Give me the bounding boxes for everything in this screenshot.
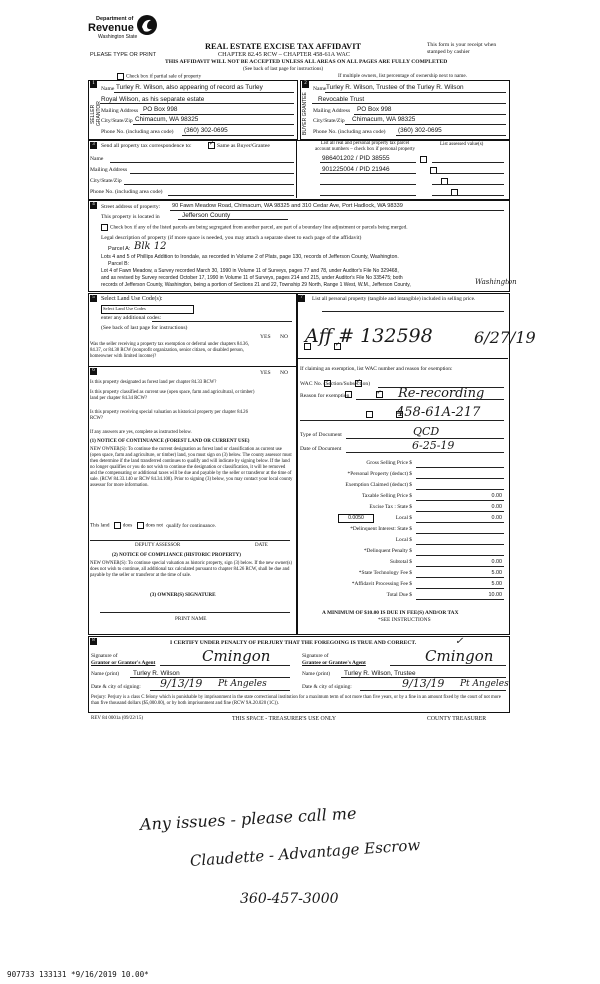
does-label: does <box>122 522 133 529</box>
doc-date-handwritten: 6-25-19 <box>412 439 455 452</box>
tax-row-value[interactable]: 5.00 <box>491 581 502 587</box>
open-space-question: Is this property classified as current use (open space, farm and agricultural, or timber) land per chapter 84.34 RCW? <box>90 390 255 401</box>
tax-row-label: Local <box>395 537 408 543</box>
form-title: REAL ESTATE EXCISE TAX AFFIDAVIT <box>205 42 362 51</box>
logo-dept: Department of <box>96 16 134 22</box>
boundary-label: Check box if any of the listed parcels are being segregated from another parcel, are part of a boundary line adjustment or parcels being merged. <box>110 224 408 231</box>
hist-yes-checkbox[interactable] <box>366 411 373 418</box>
yes-header-1: YES <box>260 334 271 340</box>
tax-row-label: Gross Selling Price <box>366 460 408 466</box>
partial-sale-checkbox-row[interactable] <box>117 73 201 80</box>
parcel-a-label: Parcel A: <box>108 246 131 252</box>
legal-b-line1: Lot 4 of Fawn Meadow, a Survey recorded March 30, 1990 in Volume 11 of Surveys, pages 77 and 78, under Auditor's File No 329468, <box>101 268 399 274</box>
street-label: Street address of property: <box>101 204 161 210</box>
tax-row-label: *Personal Property (deduct) <box>347 471 408 477</box>
seller-city-value[interactable]: Chimacum, WA 98325 <box>135 116 199 123</box>
note-line-3: 360-457-3000 <box>240 891 339 907</box>
exemption-label: If claiming an exemption, list WAC number and reason for exemption: <box>300 366 453 372</box>
tax-row-label: Total Due <box>386 592 408 598</box>
tax-row-label: Local <box>395 515 408 521</box>
grantor-city-handwritten[interactable]: Pt Angeles <box>218 679 267 689</box>
section-5-marker: 5 <box>90 295 97 302</box>
minimum-fee-note: A MINIMUM OF $10.00 IS DUE IN FEE(S) AND/OR TAX <box>322 610 459 616</box>
land-use-see-back: (See back of last page for instructions) <box>101 325 188 331</box>
note-line-2: Claudette - Advantage Escrow <box>189 835 421 870</box>
buyer-phone-label: Phone No. (including area code) <box>313 129 386 135</box>
seller-mailing-label: Mailing Address <box>101 108 139 114</box>
logo-name: Revenue <box>88 22 134 34</box>
affidavit-date-handwritten: 6/27/19 <box>474 328 536 347</box>
legal-b-line3: records of Jefferson County, Washington, being a portion of Sections 21 and 22, Township 29 North, Range 1 West, W.M., Jefferson County, <box>101 282 411 288</box>
section-8-marker: 8 <box>90 638 97 645</box>
doc-type-label: Type of Document <box>300 432 342 438</box>
does-not-checkbox[interactable] <box>137 522 144 529</box>
deputy-assessor-label: DEPUTY ASSESSOR <box>135 543 181 548</box>
section-6-marker: 6 <box>90 368 97 375</box>
parcel-2[interactable]: 901225004 / PID 21946 <box>322 166 390 173</box>
if-yes-note: If any answers are yes, complete as instructed below. <box>90 430 192 435</box>
seller-name-value[interactable]: Turley R. Wilson, also appearing of record as Turley <box>116 84 263 91</box>
same-as-buyer-label: Same as Buyer/Grantee <box>217 142 270 149</box>
note-line-1: Any issues - please call me <box>139 803 357 834</box>
tax-row-label: *Affidavit Processing Fee <box>351 581 408 587</box>
buyer-city-label: City/State/Zip <box>313 118 345 124</box>
notice2-text: NEW OWNER(S): To continue special valuation as historic property, sign (3) below. If the new owner(s) does not wish to continue, all additional tax calculated pursuant to chapter 84.26 RCW, shall be due and payable by the seller or transferor at the time of sale. <box>90 561 293 578</box>
parcel-1-checkbox[interactable] <box>420 156 427 163</box>
no-header-2: NO <box>280 370 289 376</box>
section-1-marker: 1 <box>90 81 97 88</box>
legal-b-handwritten: Washington <box>475 278 517 286</box>
buyer-name-line2[interactable]: Revocable Trust <box>318 96 365 103</box>
reason-handwritten: Re-recording <box>398 386 485 401</box>
affidavit-number-handwritten: Aff # 132598 <box>305 325 433 347</box>
print-name-label: PRINT NAME <box>175 616 207 622</box>
seller-city-label: City/State/Zip <box>101 118 133 124</box>
grantor-name-label: Name (print) <box>91 671 119 677</box>
located-label: This property is located in <box>101 214 160 220</box>
seller-phone-value[interactable]: (360) 302-0695 <box>184 127 228 134</box>
partial-sale-label: Check box if partial sale of property <box>126 73 202 80</box>
see-instructions-note: *SEE INSTRUCTIONS <box>378 617 431 623</box>
buyer-city-value[interactable]: Chimacum, WA 98325 <box>352 116 416 123</box>
grantor-date-handwritten[interactable]: 9/13/19 <box>160 677 203 690</box>
revenue-swirl-icon <box>136 14 158 36</box>
reason-label: Reason for exemption <box>300 393 350 399</box>
grantee-date-label: Date & city of signing: <box>302 684 352 690</box>
this-land-label: This land <box>90 522 110 529</box>
open-no-checkbox[interactable] <box>376 391 383 398</box>
forest-question: Is this property designated as forest land per chapter 84.33 RCW? <box>90 380 217 385</box>
exemption-question: Was the seller receiving a property tax exemption or deferral under chapters 84.36, 84.37, or 84.38 RCW (nonprofit organization, senior citizen, or disabled person, homeowner with limited income)? <box>90 342 249 359</box>
seller-mailing-value[interactable]: PO Box 998 <box>143 106 178 113</box>
buyer-vertical-label: BUYER GRANTEE <box>302 92 308 136</box>
parcel-header: List all real and personal property tax parcel account numbers – check box if personal property <box>314 141 416 152</box>
grantor-sig-label: Signature of <box>91 653 118 659</box>
tax-row-value[interactable]: 5.00 <box>491 570 502 576</box>
grantor-name-value[interactable]: Turley R. Wilson <box>133 670 180 677</box>
county-treasurer-label: COUNTY TREASURER <box>427 716 487 722</box>
corr-phone-label: Phone No. (including area code) <box>90 189 163 195</box>
boundary-row[interactable] <box>101 224 408 231</box>
buyer-phone-value[interactable]: (360) 302-0695 <box>398 127 442 134</box>
rev-number: REV 84 0001a (09/22/15) <box>91 716 143 721</box>
tax-row-label: Excise Tax : State <box>369 504 408 510</box>
certify-initial-mark: ✓ <box>455 636 464 647</box>
section-7-marker: 7 <box>298 295 305 302</box>
notice1-text: NEW OWNER(S): To continue the current designation as forest land or classification as current use (open space, farm and agriculture, or timber) land, you must sign on (3) below. The county assessor must then determine if the land transferred continues to qualify and will indicate by signing below. If the land no longer qualifies or you do not wish to continue the designation or classification, it will be removed and the compensating or additional taxes will be due and payable by the seller or transferor at the time of sale. (RCW 84.33.140 or RCW 84.34.108). Prior to signing (3) below, you may contact your local county assessor for more information. <box>90 447 293 488</box>
parcel-1[interactable]: 986401202 / PID 38555 <box>322 155 390 162</box>
grantee-sig-label: Signature of <box>302 653 329 659</box>
corr-city-label: City/State/Zip <box>90 178 122 184</box>
wac-label: WAC No. (Section/Subsection) <box>300 381 371 387</box>
logo-state: Washington State <box>98 34 138 40</box>
grantee-city-handwritten[interactable]: Pt Angeles <box>460 679 509 689</box>
deputy-date-label: DATE <box>255 543 268 548</box>
see-back-note: (See back of last page for instructions) <box>243 66 324 72</box>
legal-a-text: Lots 4 and 5 of Phillips Addition to Irondale, as recorded in Volume 2 of Plats, page 130, records of Jefferson County, Washington. <box>101 254 399 260</box>
parcel-b-label: Parcel B: <box>108 261 130 267</box>
grantor-date-label: Date & city of signing: <box>91 684 141 690</box>
tax-row-label: *Delinquent Penalty <box>363 548 408 554</box>
grantor-agent-label: Grantor or Grantor's Agent <box>91 660 156 666</box>
doc-type-handwritten: QCD <box>413 425 440 438</box>
does-not-label: does not <box>145 522 163 529</box>
notice2-title: (2) NOTICE OF COMPLIANCE (HISTORIC PROPERTY) <box>112 553 241 558</box>
grantee-agent-label: Grantee or Grantee's Agent <box>302 660 366 666</box>
corr-mailing-label: Mailing Address <box>90 167 128 173</box>
no-header-1: NO <box>280 334 289 340</box>
owner-signature-label: (3) OWNER(S) SIGNATURE <box>150 592 216 598</box>
certify-text: I CERTIFY UNDER PENALTY OF PERJURY THAT THE FOREGOING IS TRUE AND CORRECT. <box>170 640 417 646</box>
grantee-name-value[interactable]: Turley R. Wilson, Trustee <box>344 670 416 677</box>
qualify-label: qualify for continuance. <box>166 522 216 529</box>
tax-row-label: Subtotal <box>390 559 408 565</box>
tax-row-value[interactable]: 10.00 <box>488 592 502 598</box>
revenue-logo <box>88 14 158 44</box>
correspondence-label: Send all property tax correspondence to: <box>101 143 192 149</box>
legal-b-line2: and as revised by Survey recorded October 17, 1990 in Volume 11 of Surveys, pages 214 and 215, under Auditor's File No 335475; both <box>101 275 403 281</box>
street-value[interactable]: 90 Fawn Meadow Road, Chimacum, WA 98325 and 310 Cedar Ave, Port Hadlock, WA 98339 <box>172 203 403 209</box>
type-print-note: PLEASE TYPE OR PRINT <box>90 52 157 58</box>
wac-handwritten: 458-61A-217 <box>396 405 481 420</box>
county-value[interactable]: Jefferson County <box>182 212 231 219</box>
form-notice: THIS AFFIDAVIT WILL NOT BE ACCEPTED UNLESS ALL AREAS ON ALL PAGES ARE FULLY COMPLETED <box>165 59 448 65</box>
tax-row-label: *Delinquent Interest: State <box>350 526 408 532</box>
corr-name-label: Name <box>90 156 104 162</box>
tax-row-label: *State Technology Fee <box>358 570 408 576</box>
section-3-marker: 3 <box>90 142 97 149</box>
historic-question: Is this property receiving special valuation as historical property per chapter 84.26 RCW? <box>90 410 248 421</box>
legal-label: Legal description of property (if more space is needed, you may attach a separate sheet to each page of the affidavit) <box>101 235 362 241</box>
receipt-note: This form is your receipt when stamped by cashier <box>427 42 497 55</box>
does-checkbox[interactable] <box>114 522 121 529</box>
tax-row-label: Exemption Claimed (deduct) <box>345 482 408 488</box>
additional-codes-label: enter any additional codes: <box>101 315 162 321</box>
treasurer-space-label: THIS SPACE - TREASURER'S USE ONLY <box>232 716 337 722</box>
tax-row-value[interactable]: 0.00 <box>491 493 502 499</box>
section-4-marker: 4 <box>90 202 97 209</box>
grantee-name-label: Name (print) <box>302 671 330 677</box>
grantee-signature[interactable]: Cmingon <box>425 647 494 665</box>
same-as-buyer-row[interactable] <box>208 142 270 149</box>
multiple-owners-note: If multiple owners, list percentage of ownership next to name. <box>338 73 467 79</box>
land-use-select-value: Select Land Use Codes <box>103 306 146 311</box>
seller-name-label: Name <box>101 86 115 92</box>
buyer-mailing-label: Mailing Address <box>313 108 351 114</box>
blk-annotation: Blk 12 <box>134 241 167 252</box>
tax-row-value[interactable]: 0.00 <box>491 504 502 510</box>
form-chapter: CHAPTER 82.45 RCW – CHAPTER 458-61A WAC <box>218 51 350 58</box>
seller-name-line2[interactable]: Royal Wilson, as his separate estate <box>101 96 205 103</box>
doc-date-label: Date of Document <box>300 446 342 452</box>
tax-row-label: Taxable Selling Price <box>361 493 408 499</box>
tax-calculation: Gross Selling Price $ *Personal Property (deduct) $ Exemption Claimed (deduct) $ Taxable Selling Price $ 0.00 Excise Tax : State $ 0.00 0.0050 Local $ 0.00 *Delinquent Interest: State $ Local $ *Delinquent Penalty $ Subtotal $ 0.00 *State Technology Fee $ 5.00 *Affidavit Processing Fee $ 5.00 Total Due $ 10.00 <box>300 460 504 610</box>
notice1-title: (1) NOTICE OF CONTINUANCE (FOREST LAND OR CURRENT USE) <box>90 439 250 444</box>
local-rate-box[interactable]: 0.0050 <box>338 514 374 523</box>
perjury-text: Perjury: Perjury is a class C felony which is punishable by imprisonment in the state correctional institution for a maximum term of not more than five years, or by a fine in an amount fixed by the court of not more than five thousand dollars ($5,000.00), or by both imprisonment and fine (RCW 9A.20.020 (1C)). <box>91 695 501 706</box>
same-as-buyer-checkbox[interactable] <box>208 142 215 149</box>
receipt-stamp: 907733 133131 *9/16/2019 10.00* <box>7 970 149 979</box>
yes-header-2: YES <box>260 370 271 376</box>
grantee-date-handwritten[interactable]: 9/13/19 <box>402 677 445 690</box>
section-2-marker: 2 <box>302 81 309 88</box>
continuance-row <box>90 522 216 529</box>
seller-vertical-label: SELLER GRANTOR <box>90 101 102 127</box>
grantor-signature[interactable]: Cmingon <box>202 647 271 665</box>
assessed-header: List assessed value(s) <box>440 142 484 147</box>
personal-property-label: List all personal property (tangible and intangible) included in selling price. <box>312 296 476 302</box>
boundary-checkbox[interactable] <box>101 224 108 231</box>
buyer-name-label: Name <box>313 86 327 92</box>
buyer-name-value[interactable]: Turley R. Wilson, Trustee of the Turley R. Wilson <box>326 84 464 91</box>
land-use-select[interactable] <box>101 305 194 314</box>
partial-sale-checkbox[interactable] <box>117 73 124 80</box>
land-use-label: Select Land Use Code(s): <box>101 296 163 302</box>
seller-phone-label: Phone No. (including area code) <box>101 129 174 135</box>
tax-row-value[interactable]: 0.00 <box>491 515 502 521</box>
tax-row-value[interactable]: 0.00 <box>491 559 502 565</box>
buyer-mailing-value[interactable]: PO Box 998 <box>357 106 392 113</box>
